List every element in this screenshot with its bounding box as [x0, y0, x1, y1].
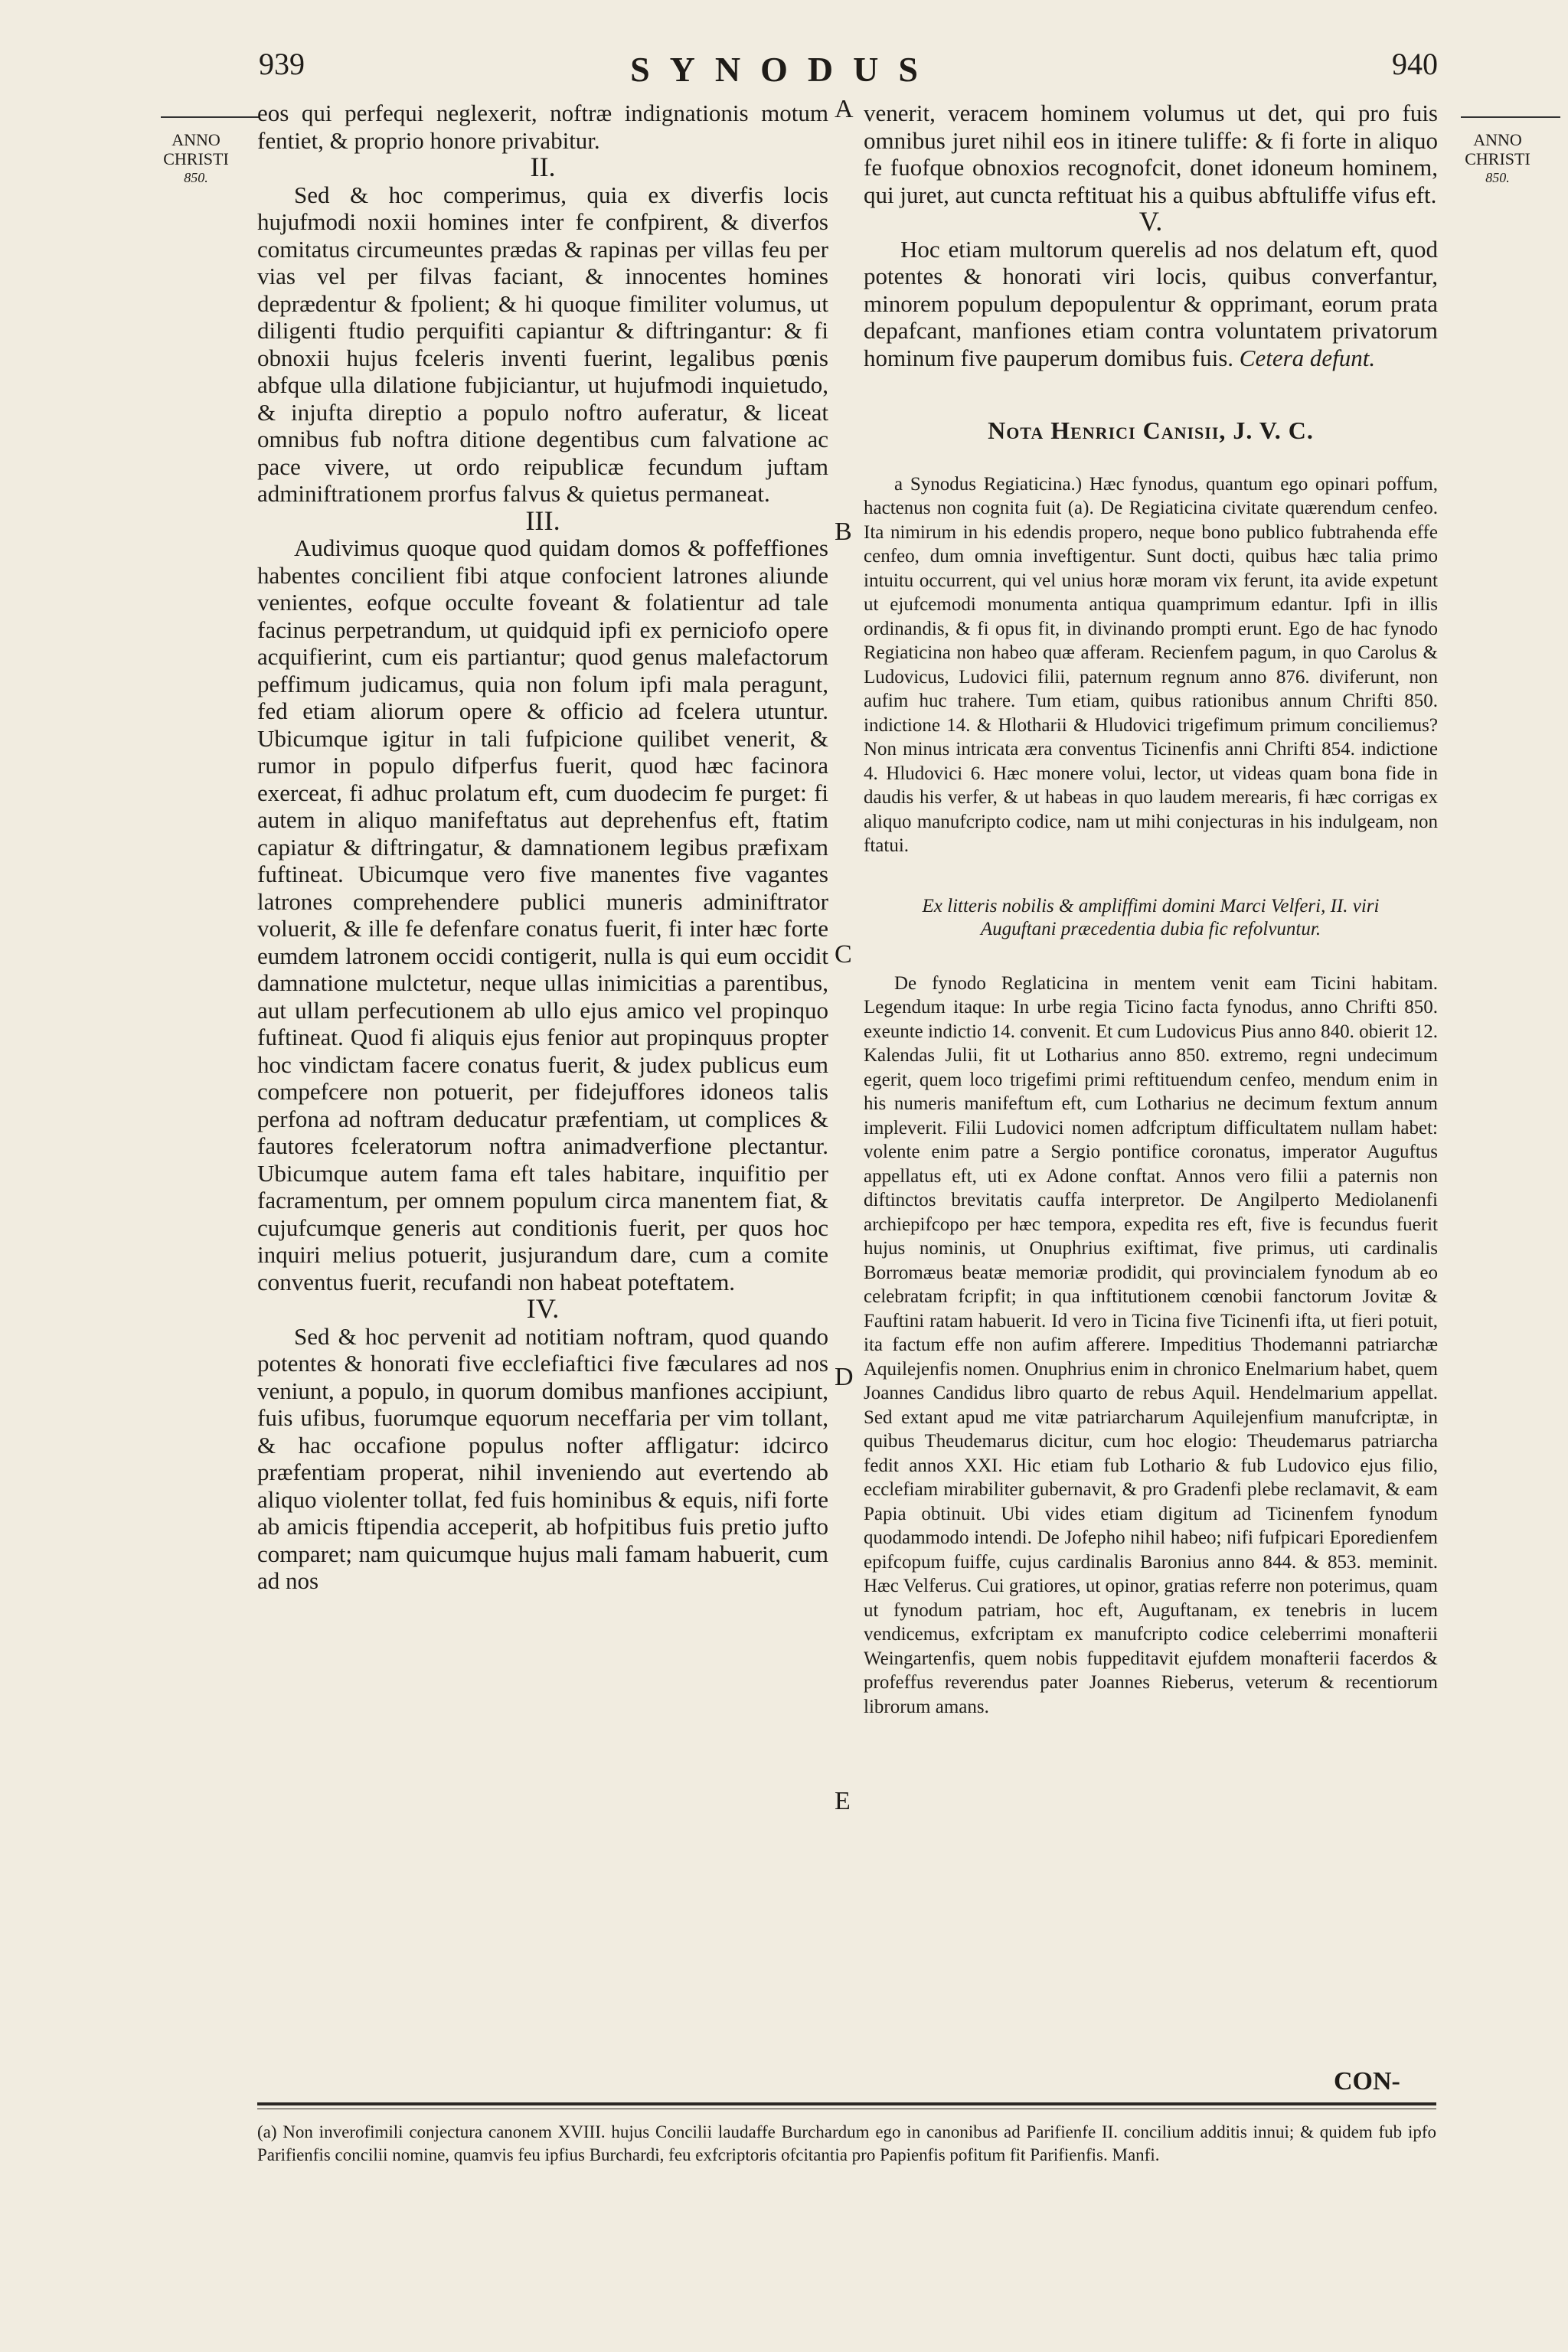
right-column	[864, 100, 1438, 1719]
section-heading-iv: IV.	[526, 1293, 560, 1324]
letter-heading: Ex litteris nobilis & ampliffimi domini Marci Velferi, II. viri Auguftani præcedentia dubia fic refolvuntur.	[922, 895, 1380, 939]
paragraph-continuation: venerit, veracem hominem volumus ut det, qui pro fuis omnibus juret nihil eos in itinere tuliffe: & fi forte in aliquo fe fuofque obnoxios recognofcit, donet idoneum hominem, qui juret, aut cuncta reftituat his a quibus abftuliffe vifus eft.	[864, 100, 1438, 208]
margin-year: 850.	[184, 170, 208, 185]
nota-title: Nota Henrici Canisii, J. V. C.	[988, 416, 1314, 444]
margin-anno: ANNO	[1473, 130, 1522, 149]
page-number-left: 939	[259, 47, 305, 81]
page-number-right: 940	[1392, 47, 1438, 81]
catchword: CON-	[1334, 2067, 1400, 2096]
paragraph-v	[864, 236, 1438, 372]
section-letter-d: D	[835, 1363, 854, 1391]
velser-text: De fynodo Reglaticina in mentem venit eam Ticini habitam. Legendum itaque: In urbe regia Ticino facta fynodus, anno Chrifti 850. exeunte indictio 14. convenit. Et cum Ludovicus Pius anno 840. obierit 12. Kalendas Julii, fit ut Lotharius anno 850. extremo, regni undecimum egerit, quem loco trigefimi primi reftituendum cenfeo, mendum enim in his numeris manifeftum eft, cum Lotharius ne decimum fextum annum impleverit. Filii Ludovici nomen adfcriptum difficultatem nullam habet: volente enim patre a Sergio pontifice coronatus, imperator Auguftus appellatus eft, uti ex Adone conftat. Annos vero filii a paternis non diftinctos brevitatis cauffa interpretor. De Angilperto Mediolanenfi archiepifcopo per hæc tempora, expedita res eft, five is fecundus fuerit hujus nominis, ut Onuphrius exiftimat, five primus, uti cardinalis Borromæus beatæ memoriæ prodidit, qui provincialem fynodum ab eo celebratam fcripfit; in qua inftitutionem cœnobii fanctorum Jovitæ & Fauftini ratam habuerit. Id vero in Ticina five Ticinenfi ifta, ut fieri potuit, ita factum effe non aufim afferere. Impeditius Thodemanni patriarchæ Aquilejenfis nomen. Onuphrius enim in chronico Enelmarium habet, quem Joannes Candidus libro quarto de rebus Aquil. Hendelmarium appellat. Sed extant apud me vitæ patriarcharum Aquilejenfium manufcriptæ, in quibus Theudemarus dicitur, cum hoc elogio: Theudemarus patriarcha fedit annos XXI. Hic etiam fub Lothario & fub Ludovico ejus filio, ecclefiam mirabiliter gubernavit, & pro Gradenfi plebe reclamavit, & eam Papia obtinuit. Ubi vides etiam digitum ad Ticinenfem fynodum quodammodo intendi. De Jofepho nihil habeo; nifi fufpicari Eporedienfem epifcopum fuiffe, cujus cardinalis Baronius anno 844. & 853. meminit. Hæc Velferus. Cui gratiores, ut opinor, gratias referre non poterimus, quam ut fynodum patriam, hoc eft, Auguftanam, ex tenebris in lucem vendicemus, exfcriptam ex manufcripto codice celeberrimi monafterii Weingartenfis, quem nobis fuppeditavit ejufdem monafterii facerdos & profeffus reverendus pater Joannes Rieberus, veterum & recentiorum librorum amans.	[864, 972, 1438, 1717]
margin-anno: ANNO	[172, 130, 220, 149]
section-letter-b: B	[835, 518, 852, 546]
running-title: SYNODUS	[630, 50, 938, 89]
margin-christi: CHRISTI	[163, 149, 229, 168]
paragraph-iv: Sed & hoc pervenit ad notitiam noftram, quod quando potentes & honorati five ecclefiaftici five fæculares ad nos veniunt, a populo, in quorum domibus manfiones accipiunt, fuis ufibus, fuorumque equorum neceffaria per vim tollant, & hac occafione populus nofter affligatur: idcirco præfentiam properat, nihil inveniendo aut evertendo ab aliquo violenter tollat, fed fuis hominibus & equis, nifi forte ab amicis ftipendia acceperit, ab hofpitibus fuis pretio jufto comparet; nam quicumque hujus mali famam habuerit, cum ad nos	[257, 1322, 828, 1594]
paragraph-ii: Sed & hoc comperimus, quia ex diverfis locis hujufmodi noxii homines inter fe confpirent, & diverfos comitatus circumeuntes prædas & rapinas per villas feu per vias vel per filvas faciant, & innocentes homines deprædentur & fpolient; & hi quoque fimiliter volumus, ut diligenti ftudio perquifiti capiantur & diftringantur: & fi obnoxii hujus fceleris inventi fuerint, legalibus pœnis abfque ulla dilatione fubjiciantur, ut hujufmodi inquietudo, & injufta direptio a populo noftro auferatur, & liceat omnibus fub noftra ditione degentibus cum falvatione ac pace vivere, ut ordo reipublicæ fecundum juftam adminiftrationem prorfus falvus & quietus permaneat.	[257, 181, 828, 507]
margin-year: 850.	[1485, 170, 1510, 185]
section-heading-v: V.	[1138, 206, 1163, 237]
margin-rule-right	[1461, 116, 1560, 118]
section-heading-iii: III.	[525, 505, 560, 536]
footnote-rule	[257, 2102, 1436, 2105]
section-letter-c: C	[835, 940, 852, 969]
section-letter-a: A	[835, 95, 854, 123]
margin-rule-left	[161, 116, 260, 118]
footnote: (a) Non inverofimili conjectura canonem XVIII. hujus Concilii laudaffe Burchardum ego in canonibus ad Parifienfe II. concilium additis innui; & quidem fub ipfo Parifienfis concilii nomine, quamvis feu ipfius Burchardi, feu exfcriptoris ofcitantia pro Papienfis pofitum fit Parifienfis. Manfi.	[257, 2122, 1436, 2164]
paragraph-continuation: eos qui perfequi neglexerit, noftræ indignationis motum fentiet, & proprio honore privabitur.	[257, 100, 828, 154]
paragraph-v-text: Hoc etiam multorum querelis ad nos delatum eft, quod potentes & honorati viri locis, quibus converfantur, minorem populum depopulentur & opprimant, eorum prata depafcant, manfiones etiam contra voluntatem privatorum hominum five pauperum domibus fuis.	[864, 235, 1438, 371]
margin-note-left	[150, 130, 242, 188]
nota-text: a Synodus Regiaticina.) Hæc fynodus, quantum ego opinari poffum, hactenus non cognita fuit (a). De Regiaticina civitate quærendum cenfeo. Ita nimirum in his edendis propero, neque bono publico fubtrahenda effe cenfeo, dum omnia inveftigentur. Sunt docti, quibus hæc talia primo intuitu occurrent, qui vel unius horæ moram vix ferunt, ita avide expetunt ut ejufcemodi monumenta antiqua quamprimum edantur. Ipfi in illis ordinandis, & fi opus fit, in divinando prompti erunt. Ego de hac fynodo Regiaticina non habeo quæ afferam. Recienfem pagum, in quo Carolus & Ludovicus, Ludovici filii, paternum regnum anno 876. diviferunt, non aufim huc trahere. Tum etiam, quibus rationibus annum Chrifti 850. indictione 14. & Hlotharii & Hludovici trigefimum primum conciliemus? Non minus intricata æra conventus Ticinenfis anni Chrifti 854. indictione 4. Hludovici 6. Hæc monere volui, lector, ut videas quam bona fide in daudis his verfer, & ut habeas in quo laudem merearis, fi hæc corrigas ex aliquo manufcripto codice, nam ut mihi conjecturas in his indulgeam, non ftatui.	[864, 473, 1438, 856]
section-heading-ii: II.	[530, 152, 556, 182]
section-letter-e: E	[835, 1787, 851, 1815]
left-column	[257, 100, 828, 1595]
margin-christi: CHRISTI	[1465, 149, 1530, 168]
cetera-desunt: Cetera defunt.	[1239, 344, 1376, 371]
paragraph-iii: Audivimus quoque quod quidam domos & poffeffiones habentes concilient fibi atque confocient latrones aliunde venientes, eofque occulte foveant & folatientur ad tale facinus perpetrandum, ut quidquid ipfi ex perniciofo opere acquifierint, cum eis partiantur; quod genus malefactorum peffimum judicamus, quia non folum ipfi mala peragunt, fed etiam aliorum opere & officio ad fcelera utuntur. Ubicumque igitur in tali fufpicione quilibet venerit, & rumor in populo difperfus fuerit, quod hæc facinora exerceat, fi adhuc prolatum eft, cum duodecim fe purget: fi autem in aliquo manifeftatus aut deprehenfus eft, ftatim capiatur & diftringatur, & damnationem legibus præfixam fuftineat. Ubicumque vero five manentes five vagantes latrones comprehendere publici muneris adminiftrator voluerit, & ille fe defenfare conatus fuerit, fi inter hæc forte eumdem latronem occidi contigerit, nulla is qui eum occidit damnatione mulctetur, neque ullas inimicitias a parentibus, aut ullam perfecutionem ab ullo ejus amico vel propinquo fuftineat. Quod fi aliquis ejus fenior aut propinquus propter hoc vindictam facere conatus fuerit, & judex publicus eum compefcere non potuerit, per fidejuffores idoneos talis perfona ad noftram deducatur præfentiam, ut complices & fautores fceleratorum noftra animadverfione plectantur. Ubicumque autem fama eft tales habitare, inquifitio per facramentum, per omnem populum circa manentem fiat, & cujufcumque generis aut conditionis fuerit, per quos hoc inquiri melius potuerit, jusjurandum dare, cum a comite conventus fuerit, recufandi non habeat poteftatem.	[257, 534, 828, 1295]
margin-note-right	[1452, 130, 1544, 188]
